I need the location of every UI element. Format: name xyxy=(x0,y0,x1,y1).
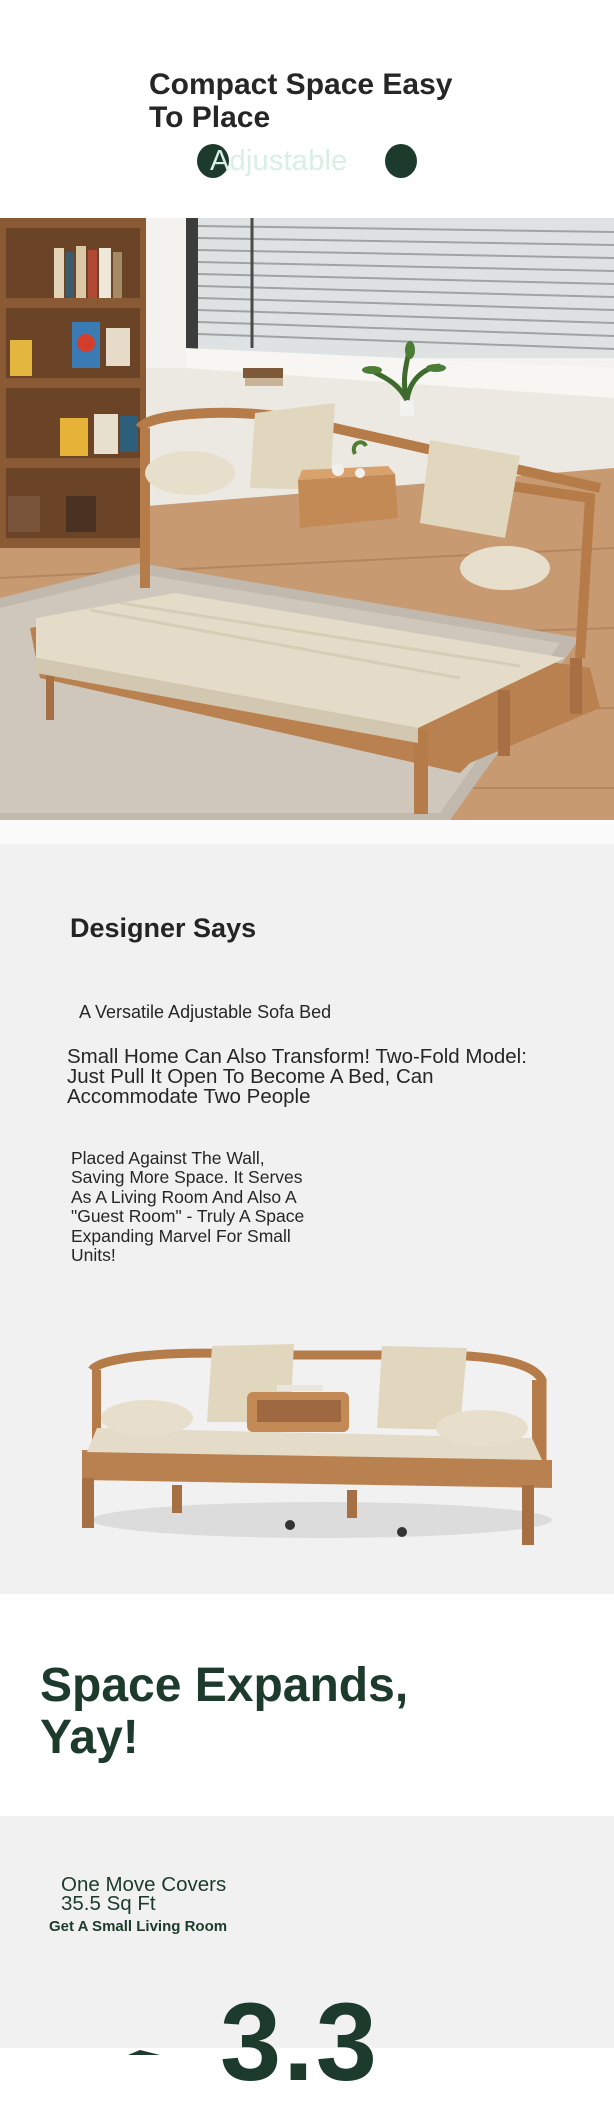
page-title: Compact Space Easy To Place xyxy=(149,68,453,134)
adjustable-badge xyxy=(196,140,421,182)
designer-lead-text: Small Home Can Also Transform! Two-Fold Model: Just Pull It Open To Become A Bed, Can Accommodate Two People xyxy=(67,1045,527,1108)
section-divider xyxy=(0,820,614,844)
decorative-mark-icon xyxy=(124,2042,164,2048)
designer-heading: Designer Says xyxy=(70,913,257,943)
window-blinds xyxy=(186,218,614,363)
sofa-illustration xyxy=(62,1310,562,1560)
sofa-photo xyxy=(62,1310,562,1560)
big-number xyxy=(220,1981,420,2104)
designer-subheading: A Versatile Adjustable Sofa Bed xyxy=(79,1002,332,1022)
room-illustration xyxy=(0,218,614,820)
bookshelf xyxy=(0,218,146,548)
space-expands-heading: Space Expands, Yay! xyxy=(40,1659,409,1764)
covers-text-line1: One Move Covers xyxy=(61,1873,227,1896)
designer-body-text: Placed Against The Wall, Saving More Space. It Serves As A Living Room And Also A "Guest Room" - Truly A Space Expanding Marvel For Small Units! xyxy=(71,1148,305,1266)
covers-text-line2: 35.5 Sq Ft xyxy=(61,1892,156,1915)
covers-caption: Get A Small Living Room xyxy=(49,1918,228,1935)
big-number-value: 3.3 xyxy=(220,1981,379,2104)
adjustable-label: Adjustable xyxy=(210,145,348,177)
room-photo xyxy=(0,218,614,820)
